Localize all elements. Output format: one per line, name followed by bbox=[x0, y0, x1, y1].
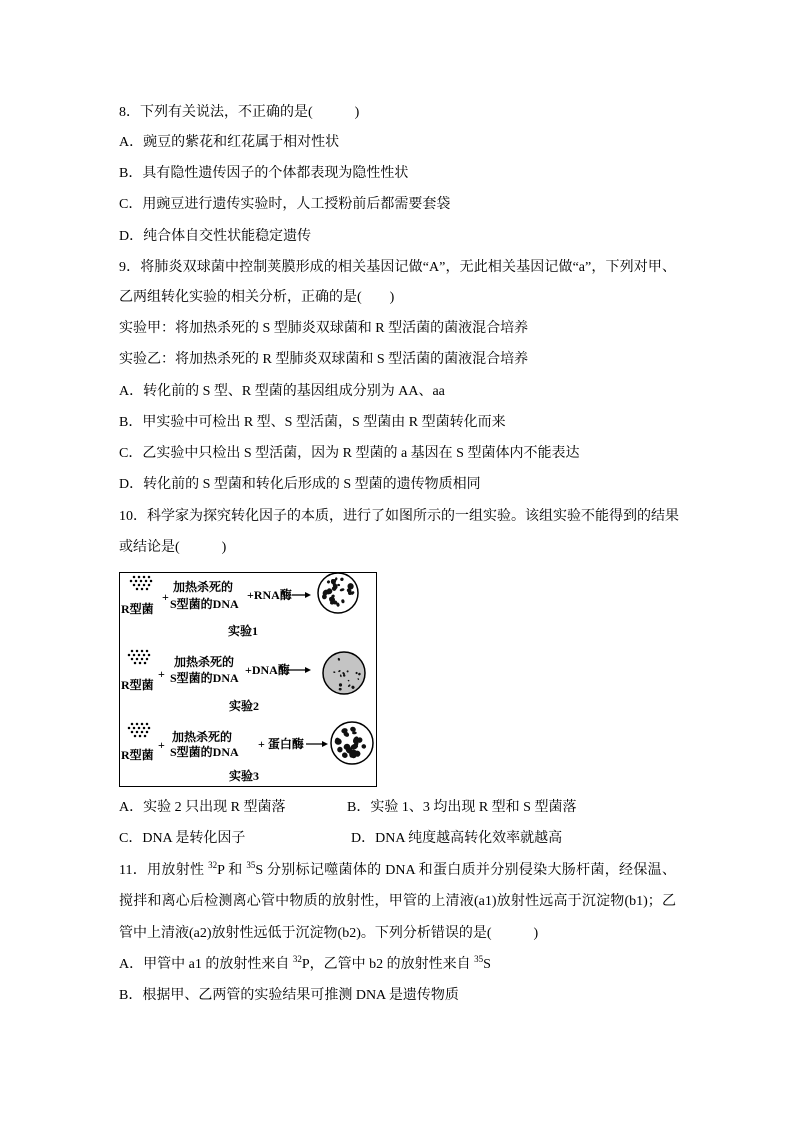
q11-stem-text: P 和 bbox=[217, 863, 247, 878]
bacterium-dot bbox=[150, 580, 153, 583]
bacterium-dot bbox=[128, 727, 131, 730]
exp1-r-bacteria-label: R型菌 bbox=[121, 602, 154, 616]
exp2-dna-label-line2: S型菌的DNA bbox=[170, 671, 239, 685]
bacterium-dot bbox=[128, 654, 131, 657]
bacterium-dot bbox=[133, 654, 136, 657]
isotope-mass-number: 35 bbox=[246, 860, 256, 870]
bacterium-dot bbox=[138, 654, 141, 657]
exp3-dna-label-line1: 加热杀死的 bbox=[172, 730, 233, 744]
q11-option-a bbox=[119, 955, 491, 975]
bacterium-dot bbox=[130, 580, 133, 583]
experiment-3 bbox=[121, 722, 373, 783]
q11-option-a-text: S bbox=[483, 957, 491, 972]
q8-option-a: A．豌豆的紫花和红花属于相对性状 bbox=[119, 135, 340, 150]
q11-stem-line1 bbox=[119, 861, 676, 881]
bacterium-dot bbox=[136, 658, 139, 661]
bacterium-dot bbox=[136, 588, 139, 591]
exp1-caption: 实验1 bbox=[228, 624, 259, 638]
bacterium-dot bbox=[141, 658, 144, 661]
exp2-arrow bbox=[288, 667, 311, 673]
bacterium-dot bbox=[139, 662, 142, 665]
q10-option-a: A．实验 2 只出现 R 型菌落 bbox=[119, 800, 286, 815]
bacterium-dot bbox=[134, 662, 137, 665]
q8-option-b: B．具有隐性遗传因子的个体都表现为隐性性状 bbox=[119, 166, 409, 181]
exp1-dna-label-line2: S型菌的DNA bbox=[170, 597, 239, 611]
exp3-arrow bbox=[306, 741, 328, 747]
bacterium-dot bbox=[148, 727, 151, 730]
exp2-caption: 实验2 bbox=[229, 699, 260, 713]
bacterium-dot bbox=[133, 584, 136, 587]
bacterium-dot bbox=[138, 727, 141, 730]
transformation-experiment-figure bbox=[119, 572, 377, 787]
q10-stem-line2: 或结论是( ) bbox=[119, 540, 227, 555]
bacterium-dot bbox=[148, 654, 151, 657]
q11-stem-line3: 管中上清液(a2)放射性远低于沉淀物(b2)。下列分析错误的是( ) bbox=[119, 926, 539, 941]
q8-option-c: C．用豌豆进行遗传实验时，人工授粉前后都需要套袋 bbox=[119, 197, 451, 212]
bacterium-dot bbox=[148, 584, 151, 587]
exp3-dna-label-line2: S型菌的DNA bbox=[170, 745, 239, 759]
bacterium-dot bbox=[138, 584, 141, 587]
q11-option-a-text: P，乙管中 b2 的放射性来自 bbox=[301, 957, 475, 972]
bacterium-dot bbox=[138, 576, 141, 579]
bacterium-dot bbox=[141, 650, 144, 653]
q9-option-a: A．转化前的 S 型、R 型菌的基因组成分别为 AA、aa bbox=[119, 384, 445, 399]
bacterium-dot bbox=[139, 735, 142, 738]
exp2-plus: + bbox=[158, 667, 165, 681]
exp3-enzyme-label: + 蛋白酶 bbox=[258, 737, 304, 751]
q9-experiment-yi: 实验乙：将加热杀死的 R 型肺炎双球菌和 S 型活菌的菌液混合培养 bbox=[119, 352, 529, 367]
bacterium-dot bbox=[144, 735, 147, 738]
bacterium-dot bbox=[131, 658, 134, 661]
bacterium-dot bbox=[144, 662, 147, 665]
q11-option-a-text: A．甲管中 a1 的放射性来自 bbox=[119, 957, 293, 972]
bacterium-dot bbox=[133, 576, 136, 579]
q9-option-b: B．甲实验中可检出 R 型、S 型活菌，S 型菌由 R 型菌转化而来 bbox=[119, 415, 506, 430]
isotope-mass-number: 32 bbox=[292, 954, 302, 964]
exp1-plus: + bbox=[162, 590, 169, 604]
q9-stem-line1: 9．将肺炎双球菌中控制荚膜形成的相关基因记做“A”，无此相关基因记做“a”，下列对甲、 bbox=[119, 260, 676, 275]
q10-option-b: B．实验 1、3 均出现 R 型和 S 型菌落 bbox=[347, 800, 577, 815]
q8-stem: 8．下列有关说法，不正确的是( ) bbox=[119, 105, 360, 120]
bacterium-dot bbox=[140, 580, 143, 583]
isotope-mass-number: 32 bbox=[208, 860, 218, 870]
exp1-arrow bbox=[292, 592, 311, 598]
q10-stem-line1: 10．科学家为探究转化因子的本质，进行了如图所示的一组实验。该组实验不能得到的结果 bbox=[119, 509, 679, 524]
exp2-enzyme-label: +DNA酶 bbox=[245, 663, 290, 677]
isotope-mass-number: 35 bbox=[474, 954, 484, 964]
experiment-2 bbox=[121, 650, 365, 713]
q9-option-c: C．乙实验中只检出 S 型活菌，因为 R 型菌的 a 基因在 S 型菌体内不能表达 bbox=[119, 446, 580, 461]
exp3-caption: 实验3 bbox=[229, 769, 260, 783]
bacterium-dot bbox=[143, 584, 146, 587]
q9-experiment-jia: 实验甲：将加热杀死的 S 型肺炎双球菌和 R 型活菌的菌液混合培养 bbox=[119, 321, 529, 336]
q8-option-d: D．纯合体自交性状能稳定遗传 bbox=[119, 229, 312, 244]
exp2-dna-label-line1: 加热杀死的 bbox=[174, 655, 235, 669]
q11-stem-line2: 搅拌和离心后检测离心管中物质的放射性，甲管的上清液(a1)放射性远高于沉淀物(b1)；乙 bbox=[119, 894, 676, 909]
bacterium-dot bbox=[145, 580, 148, 583]
bacterium-dot bbox=[141, 731, 144, 734]
q11-stem-text: 11．用放射性 bbox=[119, 863, 209, 878]
r-bacteria-icon bbox=[128, 650, 151, 665]
exp3-plus: + bbox=[158, 738, 165, 752]
exp2-r-bacteria-label: R型菌 bbox=[121, 678, 154, 692]
bacterium-dot bbox=[146, 588, 149, 591]
exp1-dna-label-line1: 加热杀死的 bbox=[173, 580, 234, 594]
bacterium-dot bbox=[146, 723, 149, 726]
bacterium-dot bbox=[136, 723, 139, 726]
q11-stem-text: S 分别标记噬菌体的 DNA 和蛋白质并分别侵染大肠杆菌，经保温、 bbox=[255, 863, 676, 878]
bacterium-dot bbox=[143, 654, 146, 657]
bacterium-dot bbox=[146, 658, 149, 661]
r-bacteria-icon bbox=[128, 723, 151, 738]
bacterium-dot bbox=[146, 731, 149, 734]
bacterium-dot bbox=[134, 735, 137, 738]
bacterium-dot bbox=[136, 650, 139, 653]
bacterium-dot bbox=[148, 576, 151, 579]
bacterium-dot bbox=[131, 731, 134, 734]
exp3-r-bacteria-label: R型菌 bbox=[121, 748, 154, 762]
bacterium-dot bbox=[141, 588, 144, 591]
q10-option-c: C．DNA 是转化因子 bbox=[119, 831, 246, 846]
bacterium-dot bbox=[131, 650, 134, 653]
experiment-1 bbox=[121, 573, 358, 638]
q9-stem-line2: 乙两组转化实验的相关分析，正确的是( ) bbox=[119, 290, 395, 305]
exp1-enzyme-label: +RNA酶 bbox=[247, 588, 292, 602]
q10-option-d: D．DNA 纯度越高转化效率就越高 bbox=[351, 831, 563, 846]
bacterium-dot bbox=[131, 723, 134, 726]
bacterium-dot bbox=[135, 580, 138, 583]
bacterium-dot bbox=[146, 650, 149, 653]
q11-option-b: B．根据甲、乙两管的实验结果可推测 DNA 是遗传物质 bbox=[119, 988, 459, 1003]
r-bacteria-icon bbox=[130, 576, 153, 591]
q9-option-d: D．转化前的 S 型菌和转化后形成的 S 型菌的遗传物质相同 bbox=[119, 477, 481, 492]
bacterium-dot bbox=[136, 731, 139, 734]
bacterium-dot bbox=[143, 576, 146, 579]
bacterium-dot bbox=[143, 727, 146, 730]
bacterium-dot bbox=[141, 723, 144, 726]
bacterium-dot bbox=[133, 727, 136, 730]
